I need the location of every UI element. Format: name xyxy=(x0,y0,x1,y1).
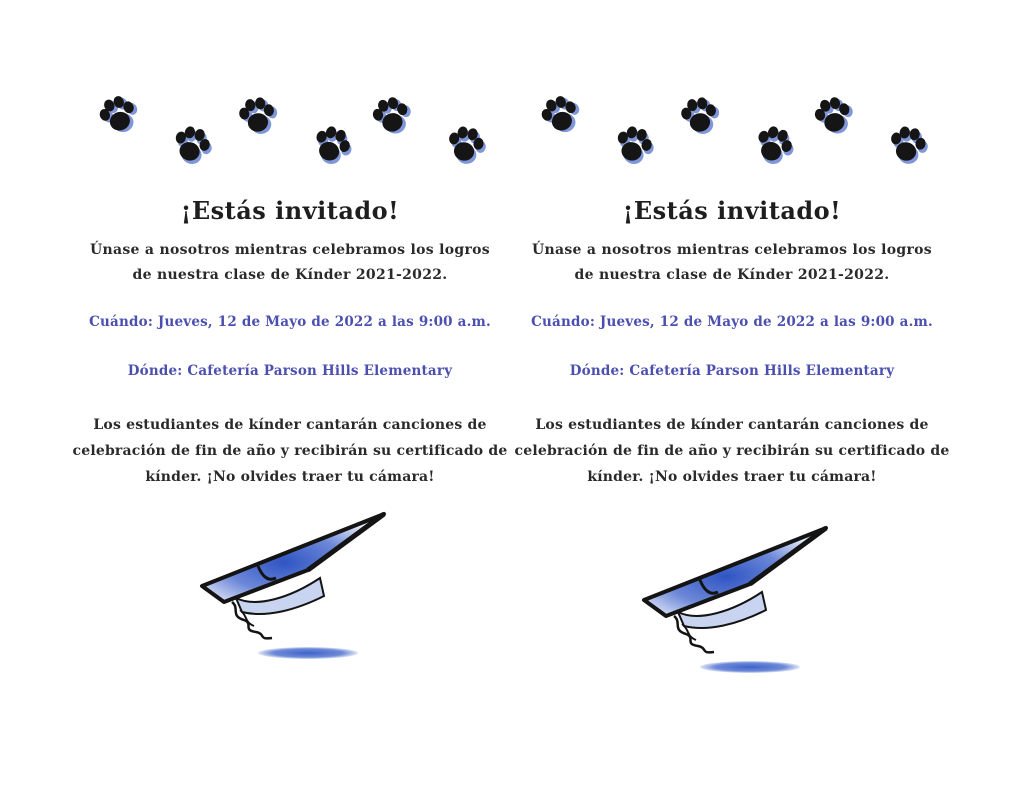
paw-print-icon xyxy=(363,89,419,145)
paw-print-icon xyxy=(302,117,361,176)
paw-print-icon xyxy=(438,119,491,172)
paw-print-icon xyxy=(880,119,933,172)
invitation-title: ¡Estás invitado! xyxy=(622,196,842,225)
paw-print-icon xyxy=(89,87,148,146)
event-details: Los estudiantes de kínder cantarán canciones de celebración de fin de año y recibirán su certificado de kínder. ¡No olvides traer tu cámara! xyxy=(514,417,950,485)
event-when: Cuándo: Jueves, 12 de Mayo de 2022 a las 9:00 a.m. xyxy=(89,314,491,330)
paw-print-icon xyxy=(672,90,725,143)
invitation-intro: Únase a nosotros mientras celebramos los logros de nuestra clase de Kínder 2021-2022. xyxy=(90,242,490,283)
paw-print-icon xyxy=(805,89,861,145)
event-where: Dónde: Cafetería Parson Hills Elementary xyxy=(127,363,453,379)
paw-prints-row xyxy=(70,90,510,180)
invitation-title: ¡Estás invitado! xyxy=(180,196,400,225)
event-details: Los estudiantes de kínder cantarán canciones de celebración de fin de año y recibirán su certificado de kínder. ¡No olvides traer tu cámara! xyxy=(72,417,508,485)
graduation-cap-icon xyxy=(196,506,396,676)
paw-print-icon xyxy=(230,90,283,143)
event-when: Cuándo: Jueves, 12 de Mayo de 2022 a las 9:00 a.m. xyxy=(531,314,933,330)
paw-prints-row xyxy=(512,90,952,180)
graduation-cap-icon xyxy=(638,520,838,690)
paw-print-icon xyxy=(163,118,219,174)
paw-print-icon xyxy=(744,117,803,176)
invitation-intro: Únase a nosotros mientras celebramos los logros de nuestra clase de Kínder 2021-2022. xyxy=(532,242,932,283)
invitation-card-left xyxy=(70,0,510,791)
invitation-card-right xyxy=(512,0,952,791)
event-where: Dónde: Cafetería Parson Hills Elementary xyxy=(569,363,895,379)
paw-print-icon xyxy=(531,87,590,146)
paw-print-icon xyxy=(605,118,661,174)
